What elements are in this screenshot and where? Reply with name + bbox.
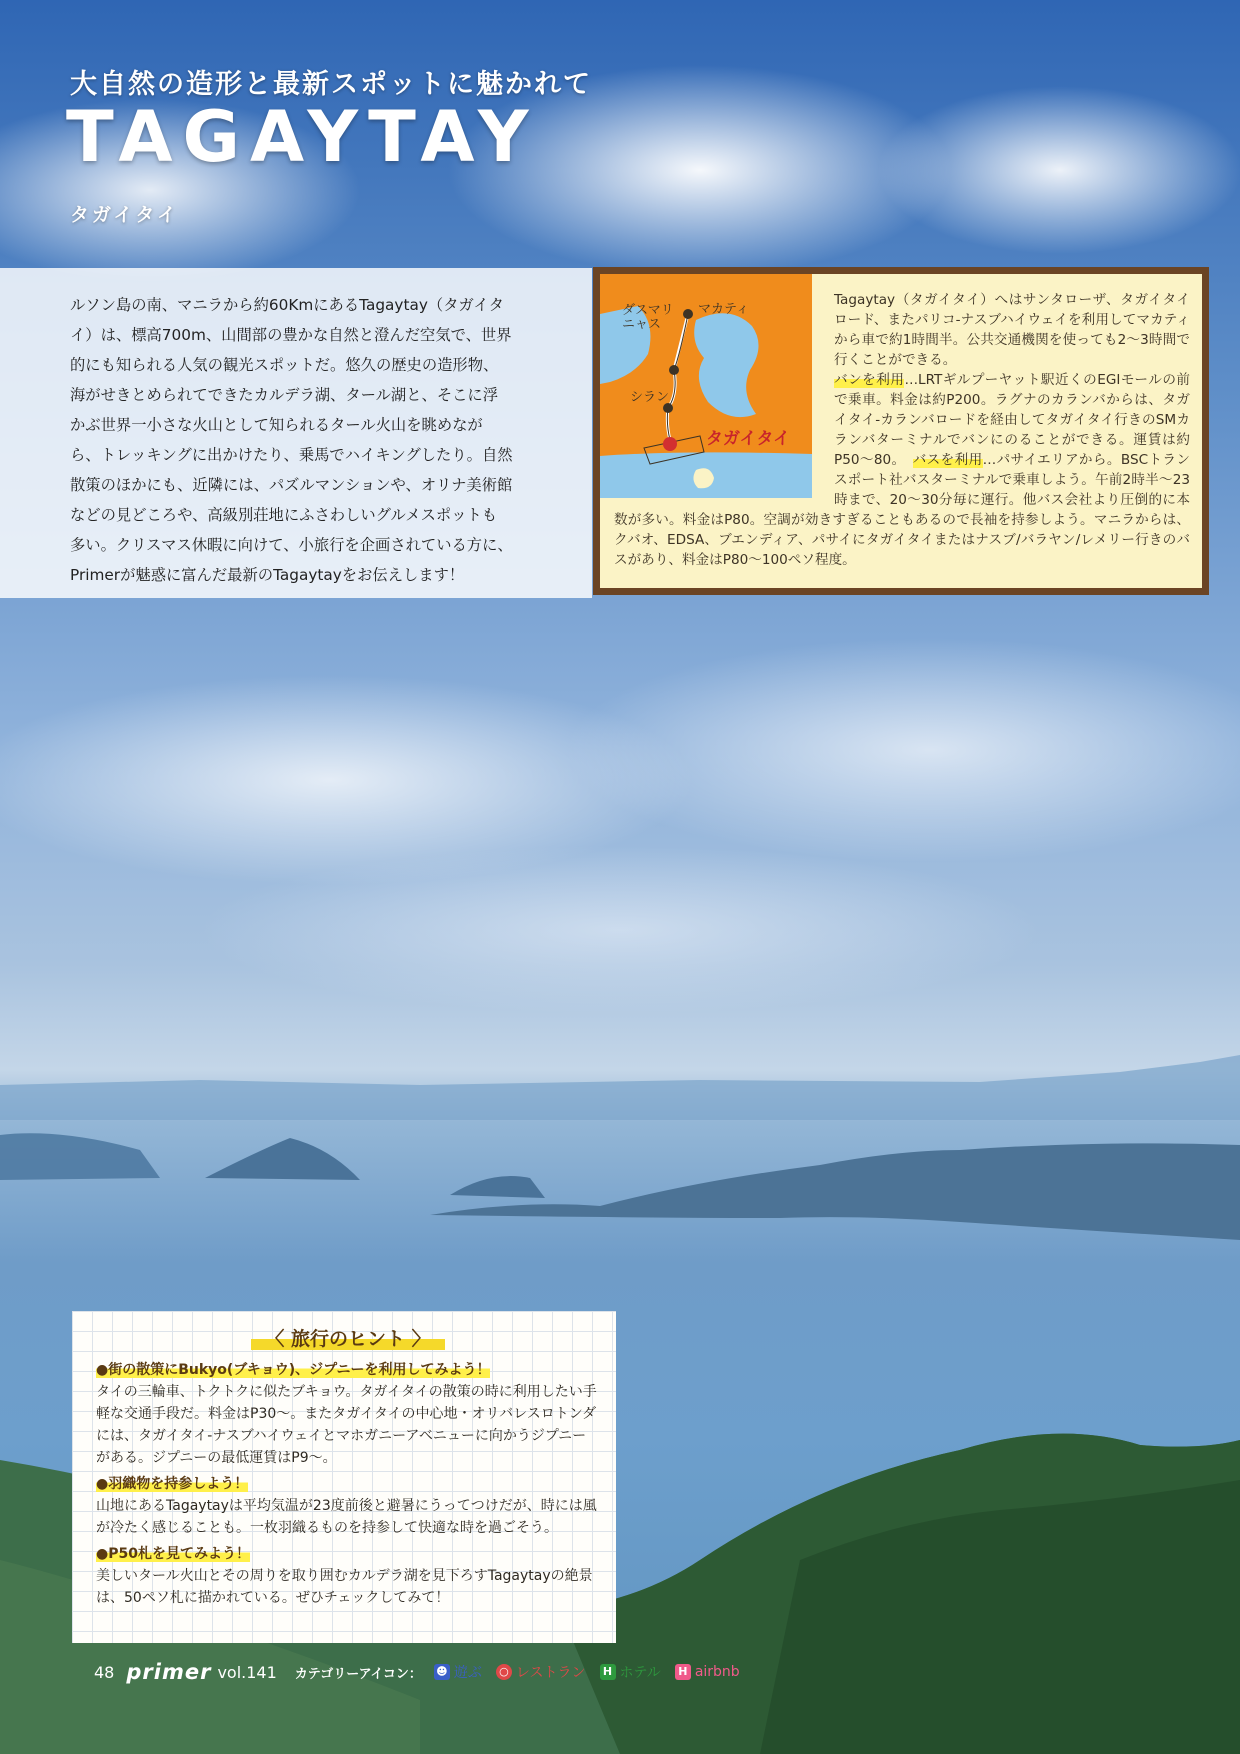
volume-number: vol.141 (217, 1662, 277, 1682)
page-subtitle: 大自然の造形と最新スポットに魅かれて (70, 69, 592, 100)
map-label-makati: マカティ (698, 302, 749, 317)
category-hotel: H ホテル (600, 1662, 661, 1682)
airbnb-icon: H (675, 1664, 691, 1680)
hint-body: タイの三輪車、トクトクに似たブキョウ。タガイタイの散策の時に利用したい手軽な交通手段だ。料金はP30〜。またタガイタイの中心地・オリバレスロトンダには、タガイタイ-ナスブハイウェイとマホガニーアベニューに向かうジプニーがある。ジプニーの最低運賃はP9〜。 (96, 1384, 597, 1466)
intro-line: などの見どころや、高級別荘地にふさわしいグルメスポットも (70, 506, 498, 524)
category-legend-label: カテゴリーアイコン： (294, 1666, 422, 1682)
intro-line: 海がせきとめられてできたカルデラ湖、タール湖と、そこに浮 (70, 386, 499, 404)
intro-line: イ）は、標高700m、山間部の豊かな自然と澄んだ空気で、世界 (70, 326, 512, 344)
category-restaurant: ○ レストラン (496, 1662, 586, 1682)
hint-body: 山地にあるTagaytayは平均気温が23度前後と避暑にうってつけだが、時には風が冷たく感じることも。一枚羽織るものを持参して快適な時を過ごそう。 (96, 1498, 597, 1536)
bus-text: …パサイエリアから。BSCトランスポート社バスターミナルで乗車しよう。午前2時半〜23時まで、20〜30分毎に運行。他バス会社より圧倒的に本数が多い。料金はP80。空調が効きすぎることもあるので長袖を持参しよう。マニラからは、クバオ、EDSA、ブエンディア、パサイにタガイタイまたはナスブ/バラヤン/レメリー行きのバスがあり、料金はP80〜100ペソ程度。 (614, 452, 1191, 568)
page-title-kana: タガイタイ (70, 204, 180, 226)
bus-label: バスを利用 (912, 452, 983, 468)
intro-line: Primerが魅惑に富んだ最新のTagaytayをお伝えします！ (70, 566, 465, 584)
category-play: ☻ 遊ぶ (434, 1662, 482, 1682)
hint-heading: ●P50札を見てみよう！ (96, 1546, 250, 1562)
hints-title: 〈 旅行のヒント 〉 (96, 1324, 600, 1351)
map-label-tagaytay: タガイタイ (706, 429, 791, 449)
travel-hints-box (72, 1311, 616, 1643)
intro-line: 散策のほかにも、近隣には、パズルマンションや、オリナ美術館 (70, 476, 513, 494)
van-label: バンを利用 (834, 372, 905, 388)
hint-body: 美しいタール火山とその周りを取り囲むカルデラ湖を見下ろすTagaytayの絶景は、50ペソ札に描かれている。ぜひチェックしてみて！ (96, 1568, 593, 1606)
intro-line: 多い。クリスマス休暇に向けて、小旅行を企画されている方に、 (70, 536, 513, 554)
magazine-logo: primer (126, 1660, 212, 1684)
access-info-content (600, 274, 1202, 588)
access-info-box (593, 267, 1209, 595)
intro-panel (0, 268, 592, 598)
intro-line: ルソン島の南、マニラから約60KmにあるTagaytay（タガイタ (70, 296, 504, 314)
people-icon: ☻ (434, 1664, 450, 1680)
page-footer (94, 1660, 754, 1684)
van-text: …LRTギルプーヤット駅近くのEGIモールの前で乗車。料金は約P200。ラグナのカランバからは、タガイタイ-カランバロードを経由してタガイタイ行きのSMカランバターミナルでバンにのることができる。運賃は約P50〜80。 (834, 372, 1191, 468)
hint-heading: ●街の散策にBukyo(ブキョウ)、ジプニーを利用してみよう！ (96, 1362, 491, 1378)
map-label-silang: シラン (630, 390, 670, 405)
category-airbnb: H airbnb (675, 1664, 740, 1680)
hint-heading: ●羽織物を持参しよう！ (96, 1476, 249, 1492)
intro-line: 的にも知られる人気の観光スポットだ。悠久の歴史の造形物、 (70, 356, 499, 374)
intro-line: かぶ世界一小さな火山として知られるタール火山を眺めなが (70, 416, 483, 434)
page-title: TAGAYTAY (66, 96, 539, 178)
restaurant-icon: ○ (496, 1664, 512, 1680)
hotel-icon: H (600, 1664, 616, 1680)
access-text (600, 274, 1202, 588)
map-label-dasmarinas: ダスマリ ニャス (622, 303, 674, 332)
access-intro: Tagaytay（タガイタイ）へはサンタローザ、タガイタイロード、またパリコ-ナスブハイウェイを利用してマカティから車で約1時間半。公共交通機関を使っても2〜3時間で行くことができる。 (834, 292, 1190, 368)
page-number: 48 (94, 1662, 115, 1682)
intro-line: ら、トレッキングに出かけたり、乗馬でハイキングしたり。自然 (70, 446, 513, 464)
